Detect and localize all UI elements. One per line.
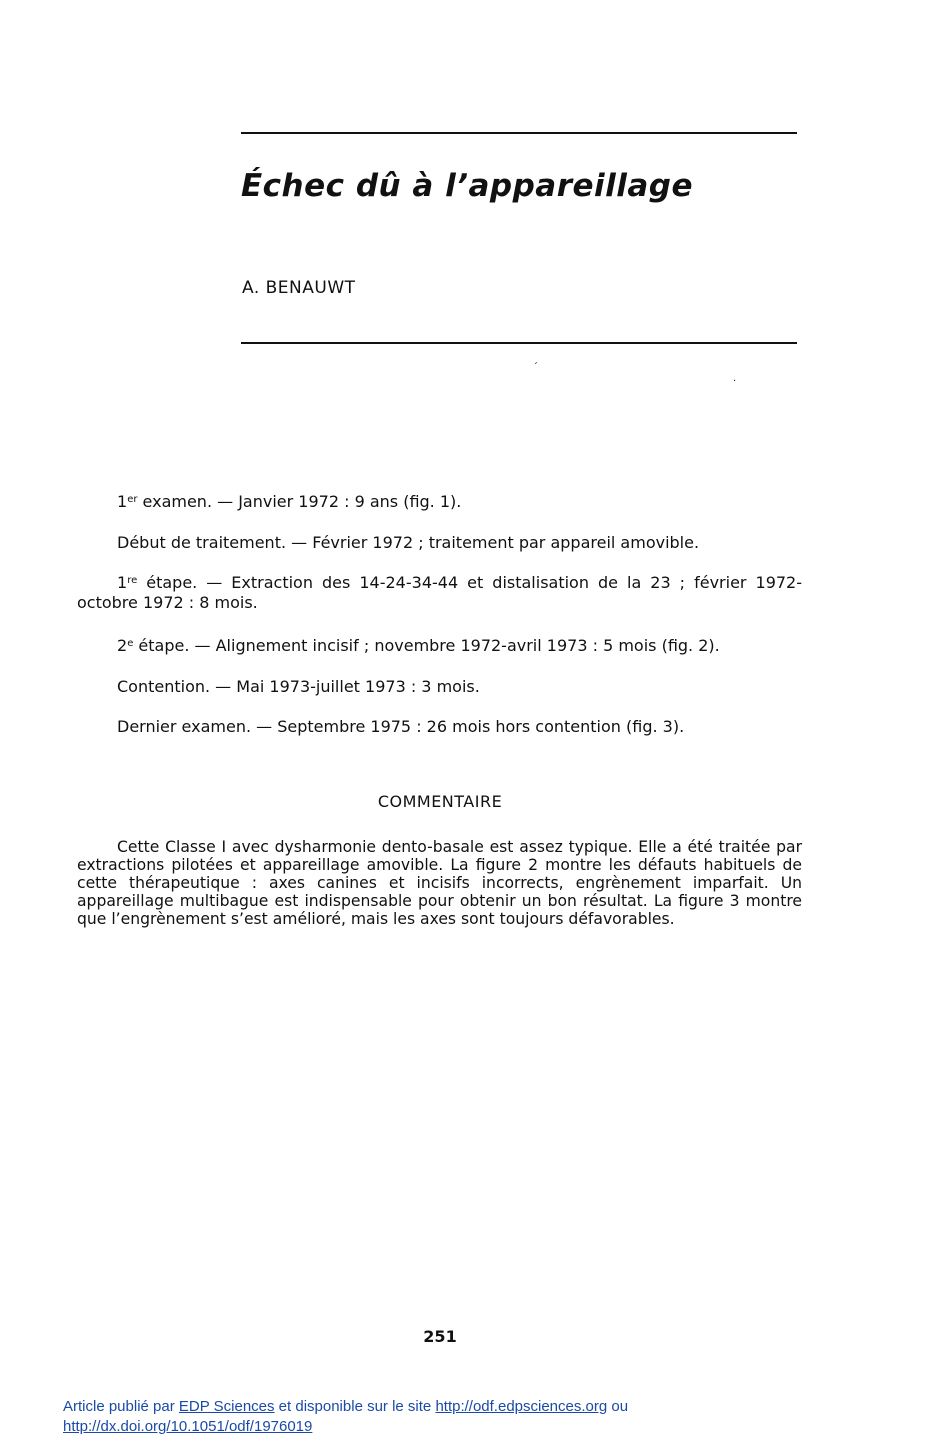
entry-label: Contention. xyxy=(117,677,211,696)
entry-ordinal: 1 xyxy=(117,492,128,511)
entry-first-exam xyxy=(77,492,802,512)
entry-label: Dernier examen. xyxy=(117,717,252,736)
entry-label: examen. xyxy=(137,492,213,511)
footer-line-1 xyxy=(63,1397,628,1417)
page-number: 251 xyxy=(423,1327,457,1346)
entry-treatment-start xyxy=(77,533,802,553)
entry-label: étape. xyxy=(137,573,198,592)
footer-suffix: ou xyxy=(607,1398,629,1415)
top-rule xyxy=(241,132,797,134)
commentary-text: Cette Classe I avec dysharmonie dento-basale est assez typique. Elle a été traitée par extractions pilotées et appareillage amovible. La figure 2 montre les défauts habituels de cette thérapeutique : axes canines et incisifs incorrects, engrènement imparfait. Un appareillage multibague est indispensable pour obtenir un bon résultat. La figure 3 montre que l’engrènement s’est amélioré, mais les axes sont toujours défavorables. xyxy=(77,838,802,928)
footer-prefix: Article publié par xyxy=(63,1398,179,1415)
entry-ordinal-suffix: e xyxy=(127,638,134,649)
article-title: Échec dû à l’appareillage xyxy=(241,168,694,204)
entry-ordinal-suffix: re xyxy=(127,575,138,586)
entry-label: étape. xyxy=(133,636,190,655)
publisher-link[interactable]: EDP Sciences xyxy=(178,1398,275,1415)
entry-text: — Extraction des 14-24-34-44 et distalisation de la 23 ; février 1972-octobre 1972 : 8 mois. xyxy=(77,573,803,612)
entry-text: — Janvier 1972 : 9 ans (fig. 1). xyxy=(212,492,462,511)
entry-ordinal: 2 xyxy=(117,636,128,655)
entry-stage-two xyxy=(77,636,802,656)
site-link[interactable]: http://odf.edpsciences.org xyxy=(435,1398,608,1415)
commentary-heading: COMMENTAIRE xyxy=(377,792,503,811)
footer-line-2 xyxy=(63,1417,628,1437)
scan-speck: · xyxy=(733,376,737,387)
footer-middle: et disponible sur le site xyxy=(274,1398,436,1415)
entry-text: — Septembre 1975 : 26 mois hors contention (fig. 3). xyxy=(251,717,685,736)
entry-retention xyxy=(77,677,802,697)
entry-text: — Mai 1973-juillet 1973 : 3 mois. xyxy=(210,677,480,696)
entry-last-exam xyxy=(77,717,802,737)
entry-stage-one xyxy=(77,573,802,613)
entry-ordinal-suffix: er xyxy=(127,494,138,505)
doi-link[interactable]: http://dx.doi.org/10.1051/odf/1976019 xyxy=(63,1418,313,1435)
author-name: A. BENAUWT xyxy=(242,278,356,298)
entry-text: — Alignement incisif ; novembre 1972-avril 1973 : 5 mois (fig. 2). xyxy=(189,636,720,655)
entry-ordinal: 1 xyxy=(117,573,128,592)
entry-label: Début de traitement. xyxy=(117,533,287,552)
scan-speck: ´ xyxy=(533,362,538,373)
entry-text: — Février 1972 ; traitement par appareil amovible. xyxy=(286,533,700,552)
publication-footer xyxy=(63,1397,628,1437)
bottom-rule xyxy=(241,342,797,344)
